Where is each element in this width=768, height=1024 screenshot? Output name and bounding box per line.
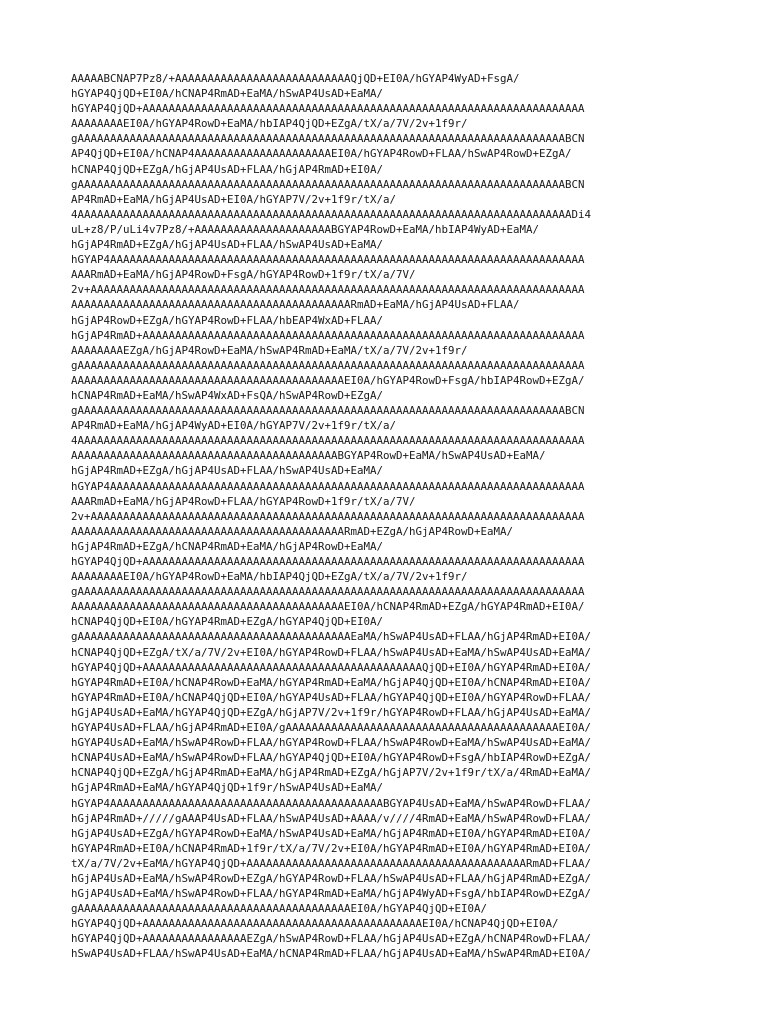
text-line: uL+z8/P/uLi4v7Pz8/+AAAAAAAAAAAAAAAAAAAAABGYAP4RowD+EaMA/hbIAP4WyAD+EaMA/ xyxy=(71,222,540,236)
text-line: gAAAAAAAAAAAAAAAAAAAAAAAAAAAAAAAAAAAAAAAAAAEI0A/hGYAP4QjQD+EI0A/ xyxy=(71,902,488,916)
text-line: hGYAP4RmAD+EI0A/hCNAP4QjQD+EI0A/hGYAP4UsAD+FLAA/hGYAP4QjQD+EI0A/hGYAP4RowD+FLAA/ xyxy=(71,690,592,704)
text-line: hCNAP4RmAD+EaMA/hSwAP4WxAD+FsQA/hSwAP4RowD+EZgA/ xyxy=(71,388,384,402)
text-line: hGjAP4RmAD+/////gAAAP4UsAD+FLAA/hSwAP4UsAD+AAAA/v////4RmAD+EaMA/hSwAP4RowD+FLAA/ xyxy=(71,811,592,825)
text-line: hGYAP4AAAAAAAAAAAAAAAAAAAAAAAAAAAAAAAAAAAAAAAAAABGYAP4UsAD+EaMA/hSwAP4RowD+FLAA/ xyxy=(71,796,592,810)
text-line: gAAAAAAAAAAAAAAAAAAAAAAAAAAAAAAAAAAAAAAAAAAAAAAAAAAAAAAAAAAAAAAAAAAAAAAAAAAAAAA xyxy=(71,585,585,599)
text-line: gAAAAAAAAAAAAAAAAAAAAAAAAAAAAAAAAAAAAAAAAAAAAAAAAAAAAAAAAAAAAAAAAAAAAAAAAAAABCN xyxy=(71,177,585,191)
text-line: AAAAAAAAAAAAAAAAAAAAAAAAAAAAAAAAAAAAAAAAAAARmAD+EaMA/hGjAP4UsAD+FLAA/ xyxy=(71,298,520,312)
text-line: AAAAAAAAEZgA/hGjAP4RowD+EaMA/hSwAP4RmAD+EaMA/tX/a/7V/2v+1f9r/ xyxy=(71,343,468,357)
text-line: AAAAAAAAAAAAAAAAAAAAAAAAAAAAAAAAAAAAAAAAABGYAP4RowD+EaMA/hSwAP4UsAD+EaMA/ xyxy=(71,449,546,463)
text-line: AAAAAAAAAAAAAAAAAAAAAAAAAAAAAAAAAAAAAAAAAARmAD+EZgA/hGjAP4RowD+EaMA/ xyxy=(71,524,514,538)
text-line: AAAAAAAAAAAAAAAAAAAAAAAAAAAAAAAAAAAAAAAAAAEI0A/hCNAP4RmAD+EZgA/hGYAP4RmAD+EI0A/ xyxy=(71,600,585,614)
text-line: hGYAP4RmAD+EI0A/hCNAP4RowD+EaMA/hGYAP4RmAD+EaMA/hGjAP4QjQD+EI0A/hCNAP4RmAD+EI0A/ xyxy=(71,675,592,689)
text-line: AAAAAAAAEI0A/hGYAP4RowD+EaMA/hbIAP4QjQD+EZgA/tX/a/7V/2v+1f9r/ xyxy=(71,117,468,131)
text-line: hGjAP4RmAD+EZgA/hCNAP4RmAD+EaMA/hGjAP4RowD+EaMA/ xyxy=(71,539,384,553)
text-line: hGjAP4UsAD+EaMA/hSwAP4RowD+FLAA/hGYAP4RmAD+EaMA/hGjAP4WyAD+FsgA/hbIAP4RowD+EZgA/ xyxy=(71,887,592,901)
text-line: hGjAP4UsAD+EaMA/hSwAP4RowD+EZgA/hGYAP4RowD+FLAA/hSwAP4UsAD+FLAA/hGjAP4RmAD+EZgA/ xyxy=(71,871,592,885)
text-line: hGYAP4UsAD+EaMA/hSwAP4RowD+FLAA/hGYAP4RowD+FLAA/hSwAP4RowD+EaMA/hSwAP4UsAD+EaMA/ xyxy=(71,736,592,750)
text-line: 2v+AAAAAAAAAAAAAAAAAAAAAAAAAAAAAAAAAAAAAAAAAAAAAAAAAAAAAAAAAAAAAAAAAAAAAAAAAAAA xyxy=(71,283,585,297)
text-line: AAARmAD+EaMA/hGjAP4RowD+FsgA/hGYAP4RowD+1f9r/tX/a/7V/ xyxy=(71,268,416,282)
text-line: hGjAP4UsAD+EaMA/hGYAP4QjQD+EZgA/hGjAP7V/2v+1f9r/hGYAP4RowD+FLAA/hGjAP4UsAD+EaMA/ xyxy=(71,705,592,719)
text-line: hSwAP4UsAD+FLAA/hSwAP4UsAD+EaMA/hCNAP4RmAD+FLAA/hGjAP4UsAD+EaMA/hSwAP4RmAD+EI0A/ xyxy=(71,947,592,961)
text-line: hGjAP4RmAD+EZgA/hGjAP4UsAD+FLAA/hSwAP4UsAD+EaMA/ xyxy=(71,238,384,252)
text-line: gAAAAAAAAAAAAAAAAAAAAAAAAAAAAAAAAAAAAAAAAAAAAAAAAAAAAAAAAAAAAAAAAAAAAAAAAAAABCN xyxy=(71,404,585,418)
text-line: hGjAP4RmAD+EaMA/hGYAP4QjQD+1f9r/hSwAP4UsAD+EaMA/ xyxy=(71,781,384,795)
text-line: tX/a/7V/2v+EaMA/hGYAP4QjQD+AAAAAAAAAAAAAAAAAAAAAAAAAAAAAAAAAAAAAAAAAAARmAD+FLAA/ xyxy=(71,856,592,870)
text-line: hCNAP4QjQD+EZgA/tX/a/7V/2v+EI0A/hGYAP4RowD+FLAA/hSwAP4UsAD+EaMA/hSwAP4UsAD+EaMA/ xyxy=(71,645,592,659)
text-line: hGjAP4RmAD+AAAAAAAAAAAAAAAAAAAAAAAAAAAAAAAAAAAAAAAAAAAAAAAAAAAAAAAAAAAAAAAAAAAA xyxy=(71,328,585,342)
text-line: hCNAP4UsAD+EaMA/hSwAP4RowD+FLAA/hGYAP4QjQD+EI0A/hGYAP4RowD+FsgA/hbIAP4RowD+EZgA/ xyxy=(71,751,592,765)
text-line: hGYAP4QjQD+AAAAAAAAAAAAAAAAAAAAAAAAAAAAAAAAAAAAAAAAAAAEI0A/hCNAP4QjQD+EI0A/ xyxy=(71,917,559,931)
text-line: 2v+AAAAAAAAAAAAAAAAAAAAAAAAAAAAAAAAAAAAAAAAAAAAAAAAAAAAAAAAAAAAAAAAAAAAAAAAAAAA xyxy=(71,509,585,523)
text-line: hGYAP4QjQD+AAAAAAAAAAAAAAAAAAAAAAAAAAAAAAAAAAAAAAAAAAAQjQD+EI0A/hGYAP4RmAD+EI0A/ xyxy=(71,660,592,674)
text-line: hCNAP4QjQD+EZgA/hGjAP4UsAD+FLAA/hGjAP4RmAD+EI0A/ xyxy=(71,162,384,176)
text-line: hCNAP4QjQD+EI0A/hGYAP4RmAD+EZgA/hGYAP4QjQD+EI0A/ xyxy=(71,615,384,629)
text-line: hGYAP4AAAAAAAAAAAAAAAAAAAAAAAAAAAAAAAAAAAAAAAAAAAAAAAAAAAAAAAAAAAAAAAAAAAAAAAAA xyxy=(71,253,585,267)
text-line: AAARmAD+EaMA/hGjAP4RowD+FLAA/hGYAP4RowD+1f9r/tX/a/7V/ xyxy=(71,494,416,508)
text-line: hCNAP4QjQD+EZgA/hGjAP4RmAD+EaMA/hGjAP4RmAD+EZgA/hGjAP7V/2v+1f9r/tX/a/4RmAD+EaMA/ xyxy=(71,766,592,780)
text-line: hGYAP4UsAD+FLAA/hGjAP4RmAD+EI0A/gAAAAAAAAAAAAAAAAAAAAAAAAAAAAAAAAAAAAAAAAAAEI0A/ xyxy=(71,721,592,735)
text-line: hGYAP4AAAAAAAAAAAAAAAAAAAAAAAAAAAAAAAAAAAAAAAAAAAAAAAAAAAAAAAAAAAAAAAAAAAAAAAAA xyxy=(71,479,585,493)
text-line: 4AAAAAAAAAAAAAAAAAAAAAAAAAAAAAAAAAAAAAAAAAAAAAAAAAAAAAAAAAAAAAAAAAAAAAAAAAAAAAA xyxy=(71,434,585,448)
text-line: hGjAP4RmAD+EZgA/hGjAP4UsAD+FLAA/hSwAP4UsAD+EaMA/ xyxy=(71,464,384,478)
text-line: hGYAP4QjQD+AAAAAAAAAAAAAAAAAAAAAAAAAAAAAAAAAAAAAAAAAAAAAAAAAAAAAAAAAAAAAAAAAAAA xyxy=(71,555,585,568)
text-line: AAAAAAAAEI0A/hGYAP4RowD+EaMA/hbIAP4QjQD+EZgA/tX/a/7V/2v+1f9r/ xyxy=(71,570,468,584)
text-line: hGYAP4QjQD+AAAAAAAAAAAAAAAAEZgA/hSwAP4RowD+FLAA/hGjAP4UsAD+EZgA/hCNAP4RowD+FLAA/ xyxy=(71,932,592,946)
text-line: AAAAABCNAP7Pz8/+AAAAAAAAAAAAAAAAAAAAAAAAAAAQjQD+EI0A/hGYAP4WyAD+FsgA/ xyxy=(71,72,520,85)
text-line: gAAAAAAAAAAAAAAAAAAAAAAAAAAAAAAAAAAAAAAAAAAAAAAAAAAAAAAAAAAAAAAAAAAAAAAAAAAAAAA xyxy=(71,358,585,372)
text-line: hGjAP4RowD+EZgA/hGYAP4RowD+FLAA/hbEAP4WxAD+FLAA/ xyxy=(71,313,384,327)
text-line: AAAAAAAAAAAAAAAAAAAAAAAAAAAAAAAAAAAAAAAAAAEI0A/hGYAP4RowD+FsgA/hbIAP4RowD+EZgA/ xyxy=(71,373,585,387)
text-line: 4AAAAAAAAAAAAAAAAAAAAAAAAAAAAAAAAAAAAAAAAAAAAAAAAAAAAAAAAAAAAAAAAAAAAAAAAAAAADi4 xyxy=(71,207,592,221)
text-line: hGjAP4UsAD+EZgA/hGYAP4RowD+EaMA/hSwAP4UsAD+EaMA/hGjAP4RmAD+EI0A/hGYAP4RmAD+EI0A/ xyxy=(71,826,592,840)
text-line: AP4RmAD+EaMA/hGjAP4UsAD+EI0A/hGYAP7V/2v+1f9r/tX/a/ xyxy=(71,192,397,206)
text-line: AP4QjQD+EI0A/hCNAP4AAAAAAAAAAAAAAAAAAAAAEI0A/hGYAP4RowD+FLAA/hSwAP4RowD+EZgA/ xyxy=(71,147,572,161)
text-line: hGYAP4QjQD+AAAAAAAAAAAAAAAAAAAAAAAAAAAAAAAAAAAAAAAAAAAAAAAAAAAAAAAAAAAAAAAAAAAA xyxy=(71,102,585,116)
text-line: gAAAAAAAAAAAAAAAAAAAAAAAAAAAAAAAAAAAAAAAAAAEaMA/hSwAP4UsAD+FLAA/hGjAP4RmAD+EI0A/ xyxy=(71,630,592,644)
encoded-text-block xyxy=(71,71,711,962)
text-line: AP4RmAD+EaMA/hGjAP4WyAD+EI0A/hGYAP7V/2v+1f9r/tX/a/ xyxy=(71,419,397,433)
text-line: gAAAAAAAAAAAAAAAAAAAAAAAAAAAAAAAAAAAAAAAAAAAAAAAAAAAAAAAAAAAAAAAAAAAAAAAAAAABCN xyxy=(71,132,585,146)
text-line: hGYAP4RmAD+EI0A/hCNAP4RmAD+1f9r/tX/a/7V/2v+EI0A/hGYAP4RmAD+EI0A/hGYAP4RmAD+EI0A/ xyxy=(71,841,592,855)
text-line: hGYAP4QjQD+EI0A/hCNAP4RmAD+EaMA/hSwAP4UsAD+EaMA/ xyxy=(71,87,384,101)
